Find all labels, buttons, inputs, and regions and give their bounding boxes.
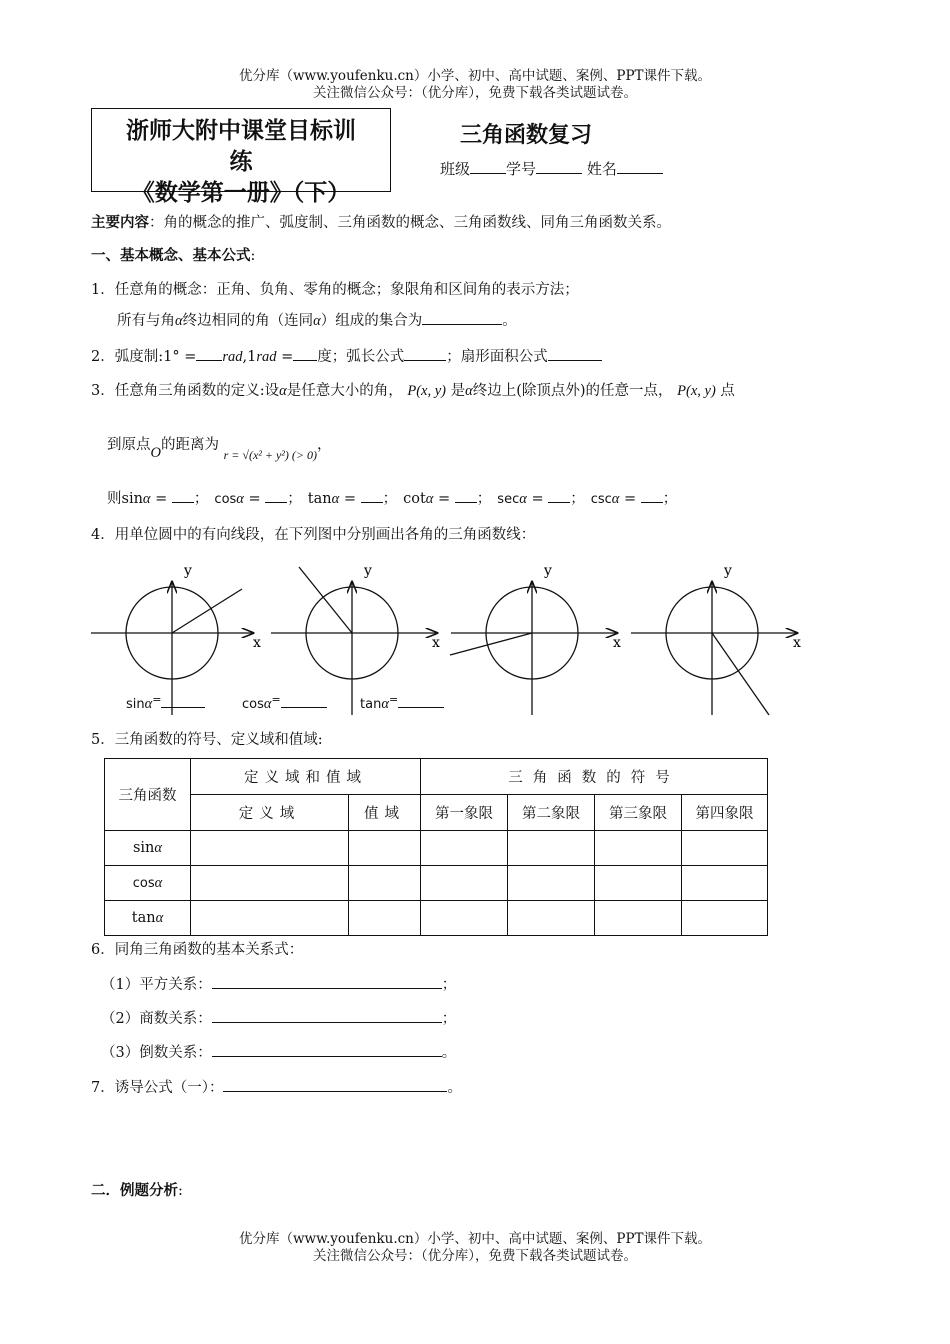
item-4-line: 4．用单位圆中的有向线段，在下列图中分别画出各角的三角函数线： — [91, 527, 536, 543]
tan-line-blank[interactable] — [398, 693, 444, 708]
reciprocal-relation-line: （3）倒数关系： 。 — [101, 1041, 456, 1062]
definition-csc — [591, 491, 678, 507]
separator: ； — [193, 491, 209, 507]
table-cell[interactable] — [682, 901, 768, 936]
sin-line-blank[interactable] — [161, 693, 205, 708]
reciprocal-relation-blank[interactable] — [212, 1042, 442, 1057]
function-name-csc: csc — [590, 492, 612, 507]
trig-function-table — [104, 758, 768, 936]
alpha-symbol: α — [519, 491, 527, 507]
separator: ； — [570, 491, 585, 507]
tan-line-label: tanα= — [360, 693, 444, 713]
item-1-line-1: 1．任意角的概念：正角、负角、零角的概念；象限角和区间角的表示方法； — [91, 282, 579, 298]
function-name-sec: sec — [497, 492, 520, 507]
table-row — [105, 831, 768, 866]
table-header-quadrant-4: 第四象限 — [682, 795, 768, 831]
main-content-line — [91, 211, 671, 232]
student-id-line — [440, 158, 663, 179]
table-header-function: 三角函数 — [105, 759, 191, 831]
separator: ； — [382, 491, 398, 507]
table-row — [105, 901, 768, 936]
alpha-symbol: α — [142, 491, 151, 507]
footer-line-2: 关注微信公众号：（优分库），免费下载各类试题试卷。 — [313, 1248, 637, 1264]
equals-sign: = — [339, 491, 361, 507]
footer-line-1: 优分库（www.youfenku.cn）小学、初中、高中试题、案例、PPT课件下载。 — [238, 1231, 712, 1247]
number-blank[interactable] — [536, 159, 582, 174]
sin-definition-blank[interactable] — [172, 488, 194, 503]
quotient-relation-blank[interactable] — [212, 1008, 442, 1023]
table-header-quadrant-2: 第二象限 — [508, 795, 595, 831]
table-cell[interactable] — [595, 831, 682, 866]
table-cell[interactable] — [421, 901, 508, 936]
row-label-cos: cosα — [105, 866, 191, 901]
y-axis-label-3: y — [544, 563, 552, 579]
csc-definition-blank[interactable] — [641, 488, 663, 503]
separator: ； — [476, 491, 492, 507]
definition-cot — [403, 491, 491, 507]
table-cell[interactable] — [349, 831, 421, 866]
page-footer — [0, 1231, 950, 1265]
separator: ； — [287, 491, 302, 507]
sin-line-label: sinα= — [126, 693, 205, 713]
table-cell[interactable] — [349, 866, 421, 901]
sector-area-blank[interactable] — [548, 346, 602, 361]
item-3-line-2: 到原点O的距离为 $_{r = √(x^2 + y^2) (> 0)}$， — [107, 437, 332, 462]
equals-sign: = — [243, 491, 266, 507]
table-cell[interactable] — [595, 901, 682, 936]
table-cell[interactable] — [191, 831, 349, 866]
main-content-text: ：角的概念的推广、弧度制、三角函数的概念、三角函数线、同角三角函数关系。 — [149, 215, 671, 231]
equals-sign: = — [526, 491, 549, 507]
table-cell[interactable] — [595, 866, 682, 901]
degree-to-rad-blank[interactable] — [196, 346, 222, 361]
name-blank[interactable] — [617, 159, 663, 174]
table-cell[interactable] — [682, 866, 768, 901]
table-cell[interactable] — [508, 831, 595, 866]
cos-line-blank[interactable] — [281, 693, 327, 708]
main-content-label: 主要内容 — [91, 214, 149, 231]
document-title: 三角函数复习 — [460, 122, 593, 148]
rad-to-degree-blank[interactable] — [293, 346, 317, 361]
item-1-line-2: 所有与角α终边相同的角（连同α）组成的集合为 。 — [117, 309, 517, 330]
diagram-3 — [450, 563, 621, 715]
item-5-line: 5．三角函数的符号、定义域和值域: — [91, 732, 323, 748]
table-header-domain: 定义域 — [191, 795, 349, 831]
function-name-cos: cos — [214, 492, 237, 507]
x-axis-label-1: x — [253, 635, 261, 651]
x-axis-label-3: x — [613, 635, 621, 651]
alpha-symbol: α — [611, 491, 620, 507]
header-line-2: 关注微信公众号：（优分库），免费下载各类试题试卷。 — [313, 85, 637, 101]
diagram-4 — [631, 563, 801, 715]
section-1-heading: 一、基本概念、基本公式: — [91, 247, 256, 264]
equals-sign: = — [150, 491, 172, 507]
section-2-heading: 二．例题分析: — [91, 1182, 183, 1199]
cos-line-label: cosα= — [242, 693, 327, 713]
function-name-sin: sin — [121, 491, 143, 507]
definition-sec — [497, 491, 584, 507]
title-box — [91, 108, 391, 206]
definition-tan — [308, 491, 397, 507]
table-row — [105, 866, 768, 901]
tan-definition-blank[interactable] — [361, 488, 383, 503]
item-6-line: 6．同角三角函数的基本关系式： — [91, 942, 304, 958]
function-name-cot: cot — [403, 491, 426, 507]
y-axis-label-4: y — [724, 563, 732, 579]
square-relation-blank[interactable] — [212, 974, 442, 989]
class-blank[interactable] — [470, 159, 506, 174]
item-7-line: 7．诱导公式（一）： 。 — [91, 1076, 462, 1097]
y-axis-label-2: y — [364, 563, 372, 579]
table-header-quadrant-3: 第三象限 — [595, 795, 682, 831]
arc-length-blank[interactable] — [404, 346, 446, 361]
terminal-side-4[interactable] — [712, 633, 769, 715]
terminal-side-3[interactable] — [450, 633, 532, 655]
table-cell[interactable] — [421, 831, 508, 866]
table-cell[interactable] — [421, 866, 508, 901]
table-cell[interactable] — [508, 901, 595, 936]
table-cell[interactable] — [349, 901, 421, 936]
item-3-line-1: 3．任意角三角函数的定义:设α是任意大小的角， P(x, y) 是α终边上(除顶点外)的任意一点， P(x, y) 点 — [91, 383, 735, 399]
definition-cos — [214, 491, 301, 507]
function-name-tan: tan — [307, 491, 332, 507]
distance-formula: r = √(x² + y²) (> 0) — [223, 448, 317, 462]
class-label: 班级 — [440, 160, 471, 178]
table-cell[interactable] — [191, 866, 349, 901]
row-label-sin: sinα — [105, 831, 191, 866]
table-header-range: 值域 — [349, 795, 421, 831]
definition-sin — [122, 491, 209, 507]
y-axis-label-1: y — [184, 563, 192, 579]
item-2-line: 2．弧度制:1° = rad,1rad = 度；弧长公式 ；扇形面积公式 — [91, 345, 602, 366]
terminal-side-1[interactable] — [172, 589, 242, 633]
item-3-line-3: 则sinα = ； cosα = ； tanα = ； cotα = ； secα = ； cscα = ； — [107, 487, 683, 508]
table-cell[interactable] — [508, 866, 595, 901]
header-line-1: 优分库（www.youfenku.cn）小学、初中、高中试题、案例、PPT课件下载。 — [238, 68, 712, 84]
name-label: 姓名 — [586, 160, 617, 178]
square-relation-line: （1）平方关系： ； — [101, 973, 456, 994]
cot-definition-blank[interactable] — [455, 488, 477, 503]
table-cell[interactable] — [682, 831, 768, 866]
title-box-line-3: 《数学第一册》（下） — [131, 179, 351, 206]
equals-sign: = — [433, 491, 455, 507]
coterminal-set-blank[interactable] — [422, 310, 502, 325]
x-axis-label-4: x — [793, 635, 801, 651]
x-axis-label-2: x — [432, 635, 440, 651]
table-header-quadrant-1: 第一象限 — [421, 795, 508, 831]
number-label: 学号 — [506, 160, 537, 178]
title-box-line-1: 浙师大附中课堂目标训 — [126, 117, 356, 144]
alpha-symbol: α — [331, 491, 340, 507]
page-header — [0, 68, 950, 102]
sec-definition-blank[interactable] — [548, 488, 570, 503]
quotient-relation-line: （2）商数关系： ； — [101, 1007, 456, 1028]
separator: ； — [662, 491, 678, 507]
table-header-domain-range: 定义域和值域 — [191, 759, 421, 795]
row-label-tan: tanα — [105, 901, 191, 936]
cos-definition-blank[interactable] — [265, 488, 287, 503]
alpha-symbol: α — [236, 491, 244, 507]
induction-formula-blank[interactable] — [223, 1077, 447, 1092]
table-cell[interactable] — [191, 901, 349, 936]
alpha-symbol: α — [425, 491, 434, 507]
equals-sign: = — [619, 491, 641, 507]
title-box-line-2: 练 — [229, 148, 253, 175]
table-header-signs: 三角函数的符号 — [421, 759, 768, 795]
